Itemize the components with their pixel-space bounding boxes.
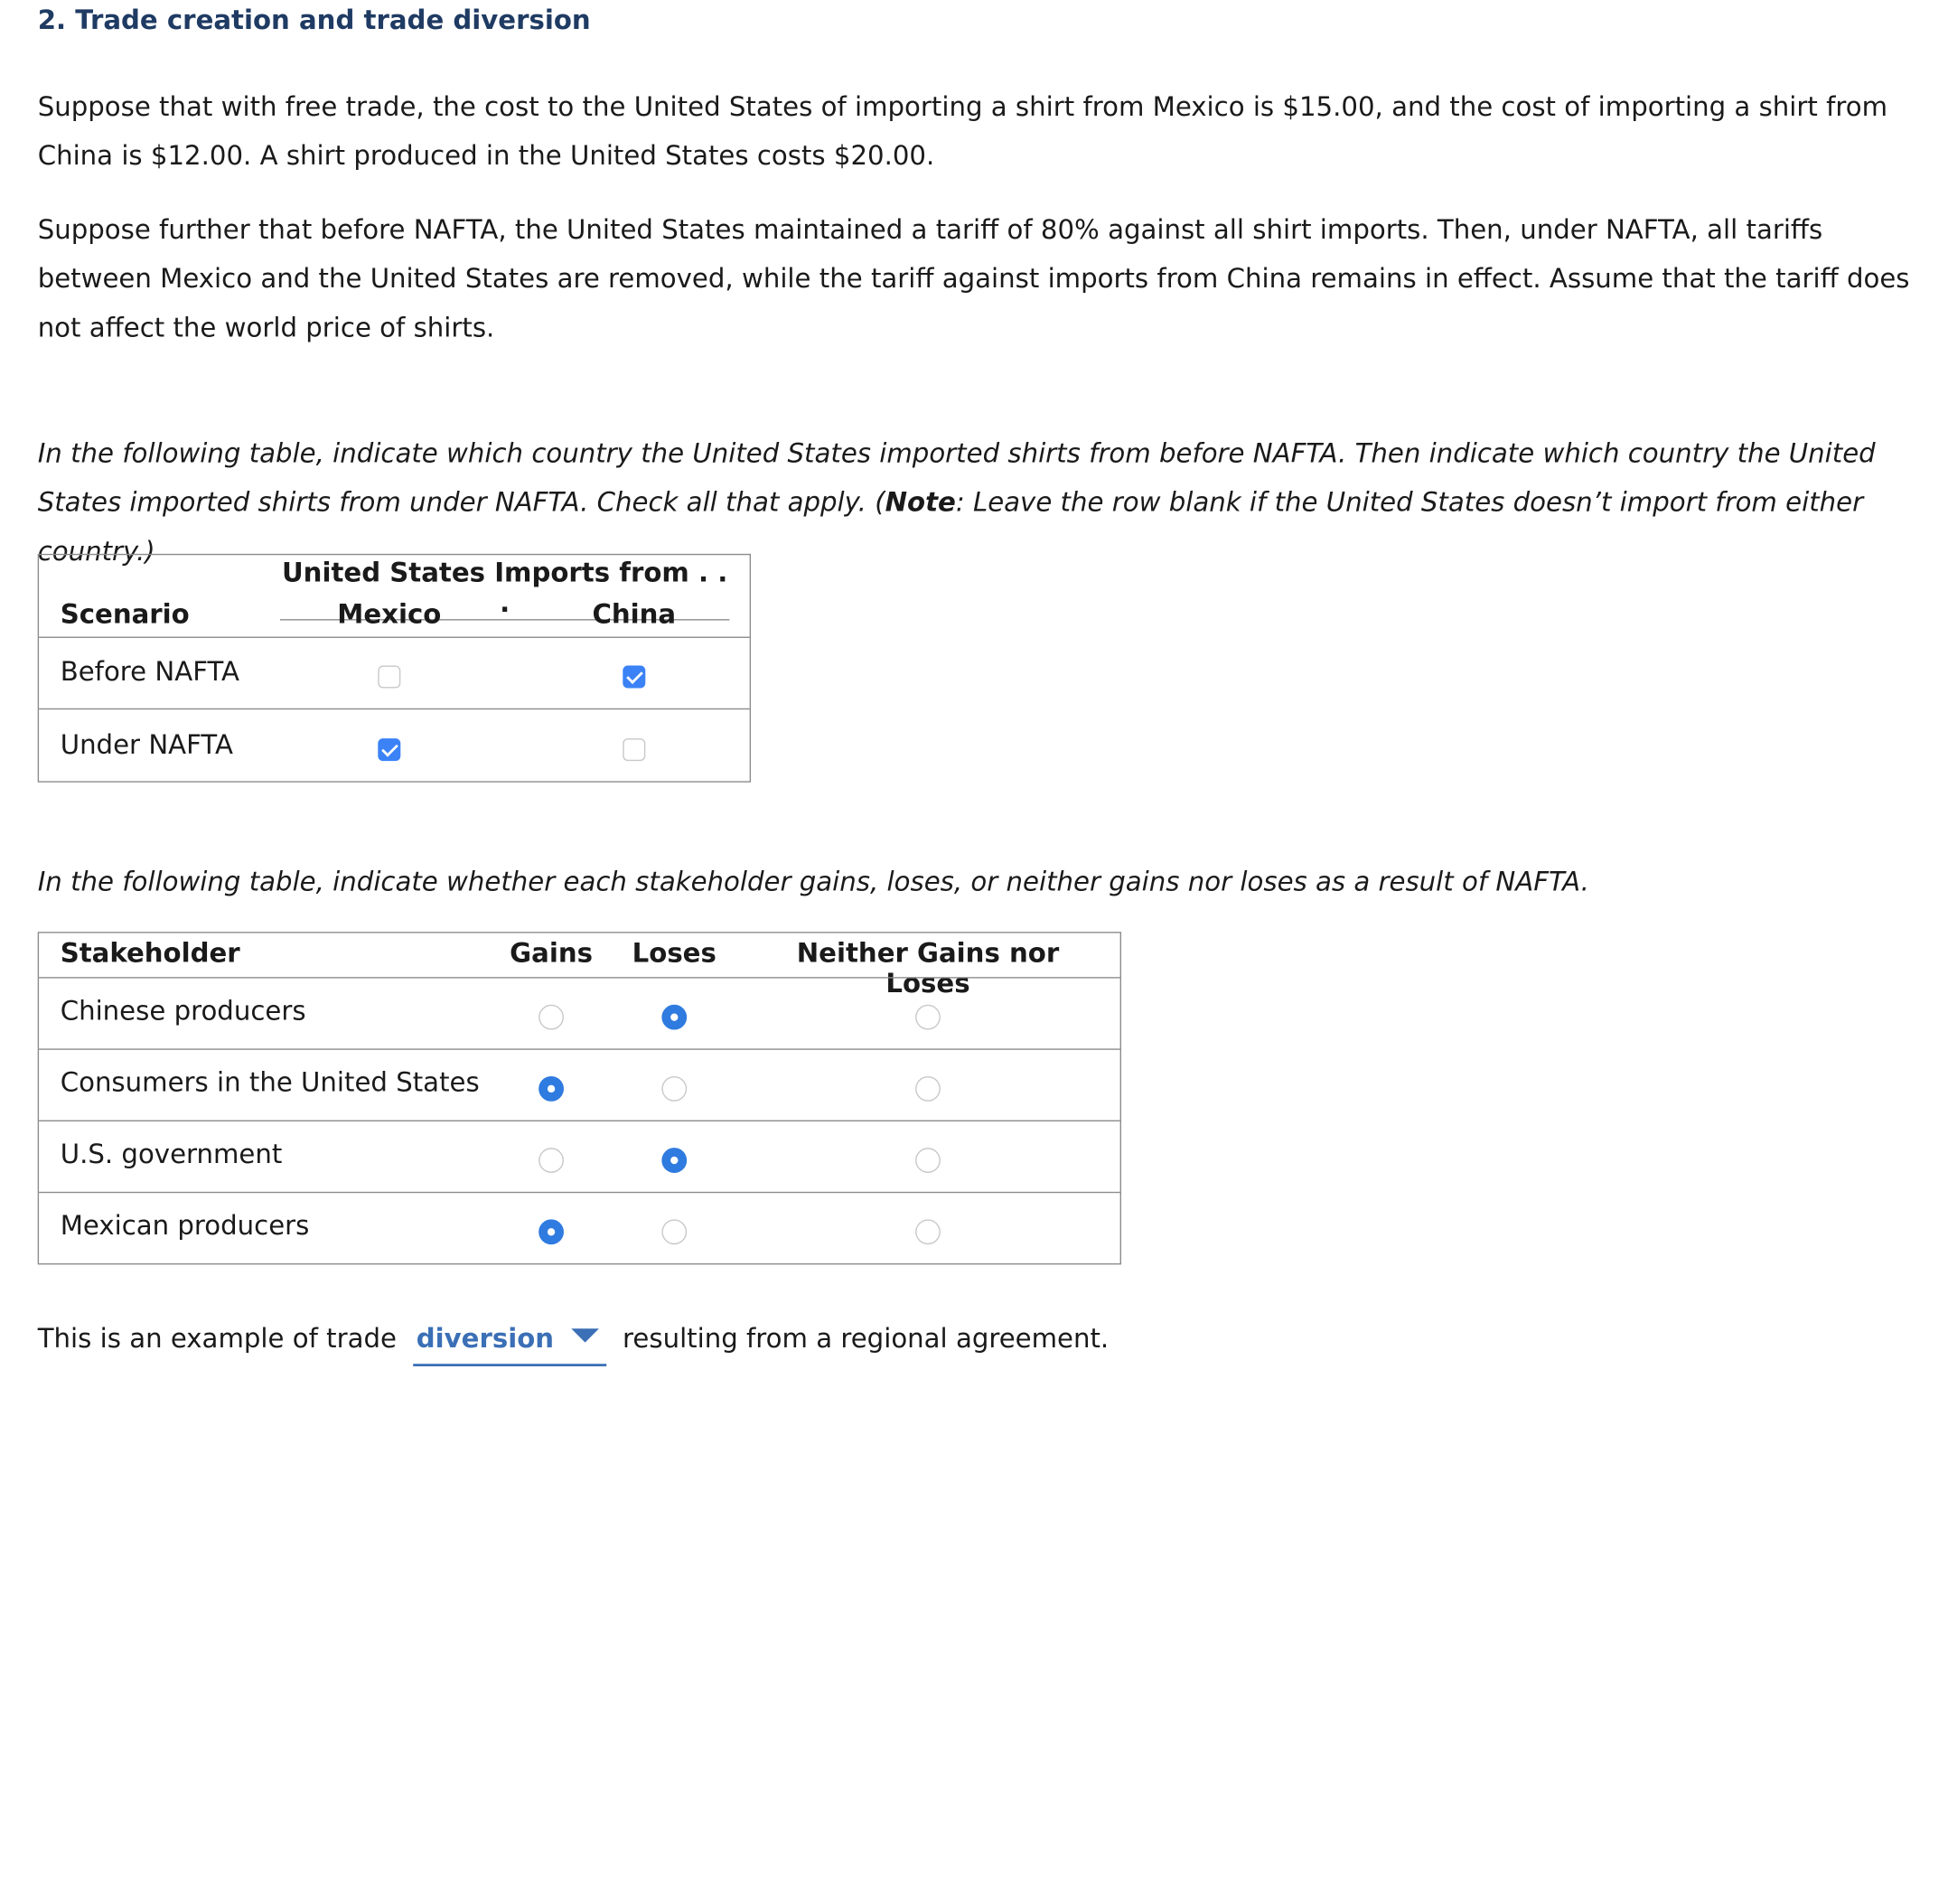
radio-us-consumers-loses[interactable] (661, 1076, 687, 1102)
col-header-scenario: Scenario (60, 598, 190, 630)
col-header-mexico: Mexico (337, 598, 442, 630)
radio-us-government-loses[interactable] (661, 1148, 687, 1173)
scenario-label: Under NAFTA (60, 729, 233, 760)
radio-us-government-neither[interactable] (915, 1148, 941, 1173)
imports-table (38, 554, 751, 783)
stakeholder-label: Consumers in the United States (60, 1067, 480, 1098)
radio-mexican-producers-gains[interactable] (539, 1219, 564, 1244)
checkbox-before-china[interactable] (623, 666, 645, 689)
dropdown-selected-value: diversion (416, 1323, 555, 1355)
intro-paragraph-2: Suppose further that before NAFTA, the United States maintained a tariff of 80% against all shirt imports. Then, under NAFTA, all tariffs between Mexico and the United States are removed, while the tariff against imports from China remains in effect. Assume that the tariff does not affect the world price of shirts. (37, 214, 1910, 343)
question-title: 2. Trade creation and trade diversion (37, 5, 591, 35)
q1-instructions-text-a: In the following table, indicate which country the United States imported shirts from before NAFTA. Then indicate which country the United States imported shirts from under NAFTA. Check all that apply. ( (37, 438, 1876, 518)
col-header-loses: Loses (632, 938, 716, 969)
q3-text-after: resulting from a regional agreement. (623, 1323, 1110, 1355)
col-header-neither: Neither Gains nor Loses (796, 938, 1060, 999)
stakeholder-label: U.S. government (60, 1139, 283, 1169)
col-header-china: China (592, 598, 677, 630)
intro-paragraph-1: Suppose that with free trade, the cost to the United States of importing a shirt from Mexico is $15.00, and the cost of importing a shirt from China is $12.00. A shirt produced in the United States costs $20.00. (37, 91, 1888, 171)
q3-sentence (38, 1315, 1940, 1366)
q3-text-before: This is an example of trade (37, 1323, 397, 1355)
radio-us-consumers-neither[interactable] (915, 1076, 941, 1102)
stakeholder-label: Chinese producers (60, 996, 306, 1027)
table-row (39, 637, 750, 710)
radio-mexican-producers-loses[interactable] (661, 1219, 687, 1244)
stakeholder-table (38, 932, 1121, 1264)
trade-type-dropdown[interactable] (413, 1315, 607, 1366)
checkbox-before-mexico[interactable] (378, 666, 400, 689)
table-row (39, 1048, 1120, 1121)
radio-chinese-producers-neither[interactable] (915, 1005, 941, 1030)
checkbox-under-china[interactable] (623, 738, 645, 761)
chevron-down-icon (572, 1328, 600, 1342)
radio-chinese-producers-loses[interactable] (661, 1005, 687, 1030)
radio-chinese-producers-gains[interactable] (539, 1005, 564, 1030)
imports-group-header: United States Imports from . . . (280, 558, 730, 620)
checkbox-under-mexico[interactable] (378, 738, 400, 761)
stakeholder-label: Mexican producers (60, 1210, 310, 1242)
table-row (39, 1192, 1120, 1265)
radio-us-government-gains[interactable] (539, 1148, 564, 1173)
table-row (39, 977, 1120, 1050)
col-header-gains: Gains (510, 938, 593, 969)
q2-instructions: In the following table, indicate whether each stakeholder gains, loses, or neither gains nor loses as a result of NAFTA. (37, 866, 1589, 897)
col-header-stakeholder: Stakeholder (60, 938, 240, 969)
scenario-label: Before NAFTA (60, 656, 239, 688)
radio-mexican-producers-neither[interactable] (915, 1219, 941, 1244)
radio-us-consumers-gains[interactable] (539, 1076, 564, 1102)
q1-instructions-text-b: : Leave the row blank if the United States doesn’t import from either country.) (37, 487, 1864, 567)
note-label: Note (885, 487, 956, 518)
table-row (39, 708, 750, 782)
table-row (39, 1121, 1120, 1194)
